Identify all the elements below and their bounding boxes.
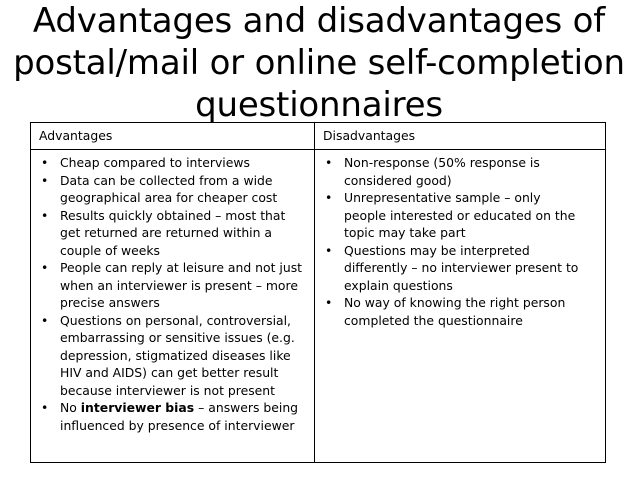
- bullet-line: when an interviewer is present – more: [60, 277, 298, 293]
- advantage-item: [39, 312, 306, 400]
- bullet-icon: •: [41, 155, 49, 170]
- advantage-item: [39, 154, 306, 172]
- advantages-header: Advantages: [39, 128, 113, 143]
- bullet-icon: •: [325, 295, 333, 310]
- disadvantage-item: [323, 294, 597, 329]
- bullet-line: HIV and AIDS) can get better result: [60, 365, 279, 380]
- bullet-line: get returned are returned within a: [60, 225, 273, 240]
- bullet-icon: •: [325, 190, 333, 205]
- disadvantage-item: [323, 242, 597, 295]
- bullet-line: Questions may be interpreted: [344, 242, 530, 258]
- bullet-icon: •: [41, 312, 49, 328]
- bullet-line: embarrassing or sensitive issues (e.g.: [60, 330, 295, 345]
- bullet-line: Unrepresentative sample – only: [344, 190, 541, 205]
- bullet-icon: •: [41, 172, 49, 188]
- advantage-item: [39, 172, 306, 207]
- bullet-line: people interested or educated on the: [344, 207, 576, 223]
- bullet-line: Questions on personal, controversial,: [60, 312, 291, 328]
- advantage-item: [39, 399, 306, 434]
- bullet-line: topic may take part: [344, 225, 466, 240]
- disadvantages-list: [323, 154, 597, 329]
- bullet-line: Non-response (50% response is: [344, 155, 540, 170]
- disadvantage-item: [323, 154, 597, 189]
- disadvantages-cell: [315, 150, 605, 462]
- advantages-cell: [31, 150, 315, 462]
- bullet-line: couple of weeks: [60, 242, 161, 258]
- advantage-item: [39, 259, 306, 312]
- bullet-line: [60, 399, 306, 417]
- advantages-header-cell: [31, 123, 315, 149]
- bullet-line: considered good): [344, 172, 452, 188]
- bullet-line: differently – no interviewer present to: [344, 260, 579, 275]
- bullet-line: Data can be collected from a wide: [60, 172, 273, 188]
- table-body-row: [31, 150, 605, 462]
- bullet-text-rest: – answers being: [194, 400, 299, 415]
- comparison-table: [30, 122, 606, 463]
- bullet-text-bold: interviewer bias: [80, 400, 195, 415]
- title-line-2: postal/mail or online self-completion: [13, 43, 625, 83]
- bullet-line: Results quickly obtained – most that: [60, 207, 286, 223]
- bullet-line: influenced by presence of interviewer: [60, 417, 295, 433]
- bullet-icon: •: [41, 207, 49, 223]
- advantage-item: [39, 207, 306, 260]
- title-line-1: Advantages and disadvantages of: [32, 1, 606, 41]
- advantages-list: [39, 154, 306, 434]
- bullet-line: Cheap compared to interviews: [60, 155, 250, 170]
- bullet-icon: •: [325, 155, 333, 170]
- disadvantage-item: [323, 189, 597, 242]
- bullet-icon: •: [41, 400, 49, 415]
- bullet-line: geographical area for cheaper cost: [60, 190, 278, 205]
- disadvantages-header-cell: [315, 123, 605, 149]
- bullet-icon: •: [41, 260, 49, 275]
- bullet-line: depression, stigmatized diseases like: [60, 347, 291, 363]
- bullet-icon: •: [325, 242, 333, 258]
- bullet-line: No way of knowing the right person: [344, 295, 566, 310]
- title-line-3: questionnaires: [195, 85, 443, 125]
- bullet-line: explain questions: [344, 277, 453, 293]
- bullet-line: precise answers: [60, 295, 160, 310]
- slide-title: [0, 0, 638, 126]
- table-header-row: [31, 123, 605, 150]
- bullet-line: because interviewer is not present: [60, 382, 275, 398]
- disadvantages-header: Disadvantages: [323, 128, 416, 143]
- bullet-line: People can reply at leisure and not just: [60, 260, 303, 275]
- bullet-text-lead: No: [60, 400, 81, 415]
- bullet-line: completed the questionnaire: [344, 312, 523, 328]
